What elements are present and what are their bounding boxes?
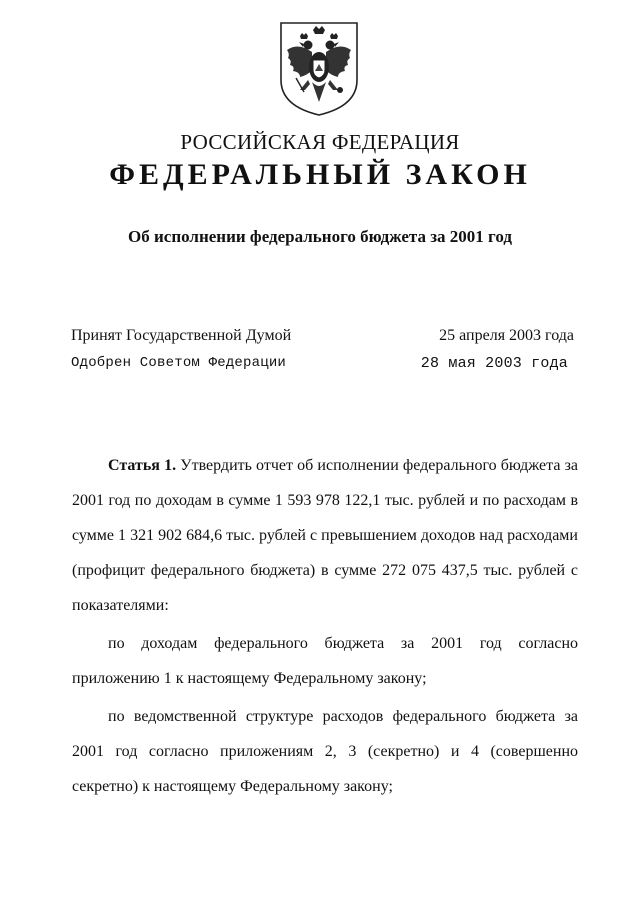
adoption-label-council: Одобрен Советом Федерации bbox=[71, 355, 287, 371]
article-1-text: Утвердить отчет об исполнении федерального бюджета за 2001 год по доходам в сумме 1 593 978 122,1 тыс. рублей и по расходам в сумме 1 321 902 684,6 тыс. рублей с превышением доходов над расходами (профицит федерального бюджета) в сумме 272 075 437,5 тыс. рублей с показателями: bbox=[72, 457, 578, 614]
article-1 bbox=[72, 448, 578, 804]
adoption-date-council: 28 мая 2003 года bbox=[420, 355, 568, 372]
article-1-paragraph: по ведомственной структуре расходов федерального бюджета за 2001 год согласно приложениям 2, 3 (секретно) и 4 (совершенно секретно) к настоящему Федеральному закону; bbox=[72, 708, 578, 795]
law-title: Об исполнении федерального бюджета за 2001 год bbox=[128, 227, 512, 246]
article-number: Статья 1. bbox=[108, 457, 177, 474]
adoption-label-duma: Принят Государственной Думой bbox=[71, 327, 292, 344]
article-1-paragraph: по доходам федерального бюджета за 2001 год согласно приложению 1 к настоящему Федеральному закону; bbox=[72, 635, 578, 687]
coat-of-arms-icon bbox=[278, 20, 360, 118]
country-name: РОССИЙСКАЯ ФЕДЕРАЦИЯ bbox=[180, 130, 460, 154]
document-type: ФЕДЕРАЛЬНЫЙ ЗАКОН bbox=[109, 158, 531, 191]
article-1-paragraph bbox=[72, 448, 578, 623]
adoption-date-duma: 25 апреля 2003 года bbox=[439, 327, 574, 344]
